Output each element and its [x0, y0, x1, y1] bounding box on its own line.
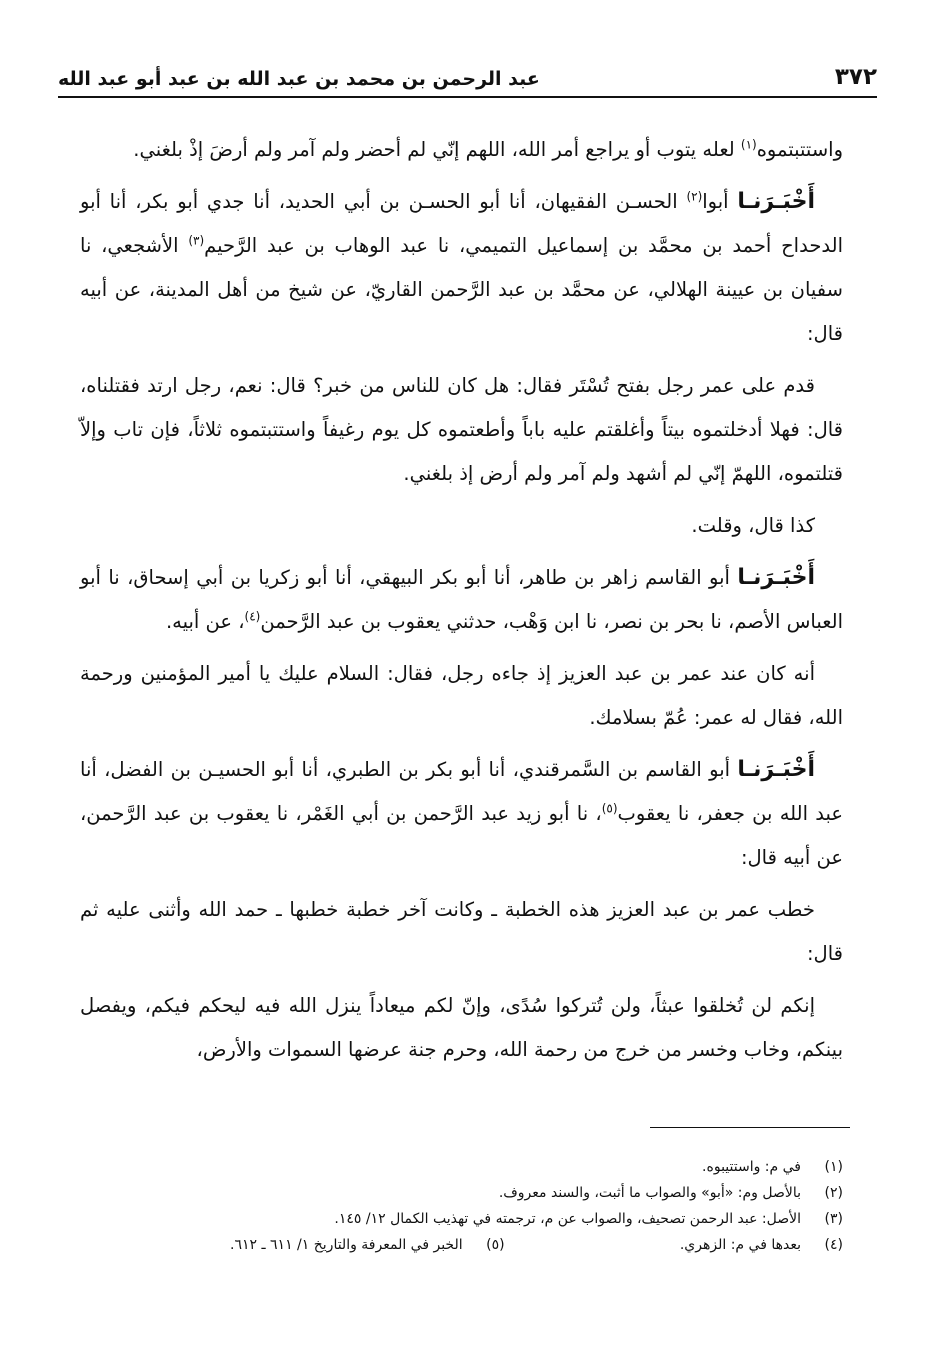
page-number: ٣٧٢: [834, 64, 877, 90]
footnote-text: في م: واستتيبوه.: [702, 1159, 801, 1175]
footnote-text: الأصل: عبد الرحمن تصحيف، والصواب عن م، ترجمته في تهذيب الكمال ١٢/ ١٤٥.: [334, 1211, 801, 1227]
footnote-number: (١): [824, 1159, 843, 1175]
footnote-number: (٤): [824, 1237, 843, 1253]
page-header: [58, 58, 877, 98]
footnote-ref: (٥): [601, 801, 618, 816]
text-span: أبو القاسم زاهر بن طاهر، أنا أبو بكر البيهقي، أنا أبو زكريا بن أبي إسحاق، نا أبو العباس الأصم، نا بحر بن نصر، نا ابن وَهْب، حدثني يعقوب بن عبد الرَّحمن: [80, 566, 843, 633]
text-span: لعله يتوب أو يراجع أمر الله، اللهم إنّي لم أحضر ولم آمر ولم أرضَ إذْ بلغني.: [133, 138, 741, 161]
footnote-2: [80, 1180, 843, 1206]
paragraph-7: [80, 748, 843, 880]
text-span: أبو القاسم بن السَّمرقندي، أنا أبو بكر بن الطبري، أنا أبو الحسيـن بن الفضل، أنا عبد الله بن جعفر، نا يعقوب: [80, 758, 843, 825]
text-span: الحسـن الفقيهان، أنا أبو الحسـن بن أبي الحديد، أنا جدي أبو بكر، أنا أبو الدحداح أحمد بن محمَّد بن إسماعيل التميمي، نا عبد الوهاب بن عبد الرَّحيم: [80, 190, 843, 257]
footnote-text: بالأصل وم: «أبو» والصواب ما أثبت، والسند معروف.: [498, 1185, 801, 1201]
akhbarana-keyword: أَخْبَـرَنـا: [737, 565, 815, 590]
main-text: [80, 128, 843, 1080]
footnote-ref: (١): [740, 137, 757, 152]
akhbarana-keyword: أَخْبَـرَنـا: [737, 189, 815, 214]
text-span: الأشجعي، نا سفيان بن عيينة الهلالي، عن محمَّد بن عبد الرَّحمن القاريّ، عن شيخ من أهل المدينة، عن أبيه قال:: [80, 234, 843, 345]
paragraph-6: أنه كان عند عمر بن عبد العزيز إذ جاءه رجل، فقال: السلام عليك يا أمير المؤمنين ورحمة الله، فقال له عمر: عُمّ بسلامك.: [80, 662, 843, 729]
footnote-divider: [650, 1127, 850, 1128]
paragraph-1: [80, 128, 843, 172]
footnote-ref: (٢): [686, 189, 703, 204]
paragraph-5: [80, 556, 843, 644]
footnote-number: (٢): [824, 1185, 843, 1201]
text-span: واستتبتموه: [756, 138, 843, 161]
footnote-ref: (٤): [244, 609, 261, 624]
footnote-text: الخبر في المعرفة والتاريخ ١/ ٦١١ ـ ٦١٢.: [230, 1237, 463, 1253]
text-span: أبوا: [702, 190, 738, 213]
footnote-1: [80, 1154, 843, 1180]
footnote-number: (٥): [486, 1237, 505, 1253]
footnote-5: [230, 1232, 505, 1258]
footnote-3: [80, 1206, 843, 1232]
paragraph-3: قدم على عمر رجل بفتح تُسْتَر فقال: هل كان للناس من خبر؟ قال: نعم، رجل ارتد فقتلناه، قال: فهلا أدخلتموه بيتاً وأغلقتم عليه باباً وأطعتموه كل يوم رغيفاً واستتبتموه ثلاثاً، فإن تاب وإلاّ قتلتموه، اللهمّ إنّي لم أشهد ولم آمر ولم أرض إذ بلغني.: [80, 374, 843, 485]
paragraph-4: كذا قال، وقلت.: [691, 514, 815, 537]
footnote-number: (٣): [824, 1211, 843, 1227]
footnote-row-4-5: [80, 1232, 843, 1258]
footnotes: [80, 1154, 843, 1258]
text-span: ، عن أبيه.: [165, 610, 245, 633]
paragraph-8: خطب عمر بن عبد العزيز هذه الخطبة ـ وكانت آخر خطبة خطبها ـ حمد الله وأثنى عليه ثم قال:: [80, 898, 843, 965]
paragraph-2: [80, 180, 843, 356]
footnote-4: [680, 1232, 843, 1258]
akhbarana-keyword: أَخْبَـرَنـا: [737, 757, 815, 782]
running-title: عبد الرحمن بن محمد بن عبد الله بن عبد أبو عبد الله: [58, 68, 540, 90]
paragraph-9: إنكم لن تُخلقوا عبثاً، ولن تُتركوا سُدًى، وإنّ لكم ميعاداً ينزل الله فيه ليحكم فيكم، ويفصل بينكم، وخاب وخسر من خرج من رحمة الله، وحرم جنة عرضها السموات والأرض،: [80, 994, 843, 1061]
text-span: ، نا أبو زيد عبد الرَّحمن بن أبي الغَمْر، نا يعقوب بن عبد الرَّحمن، عن أبيه قال:: [80, 802, 843, 869]
footnote-text: بعدها في م: الزهري.: [679, 1237, 801, 1253]
footnote-ref: (٣): [188, 233, 205, 248]
